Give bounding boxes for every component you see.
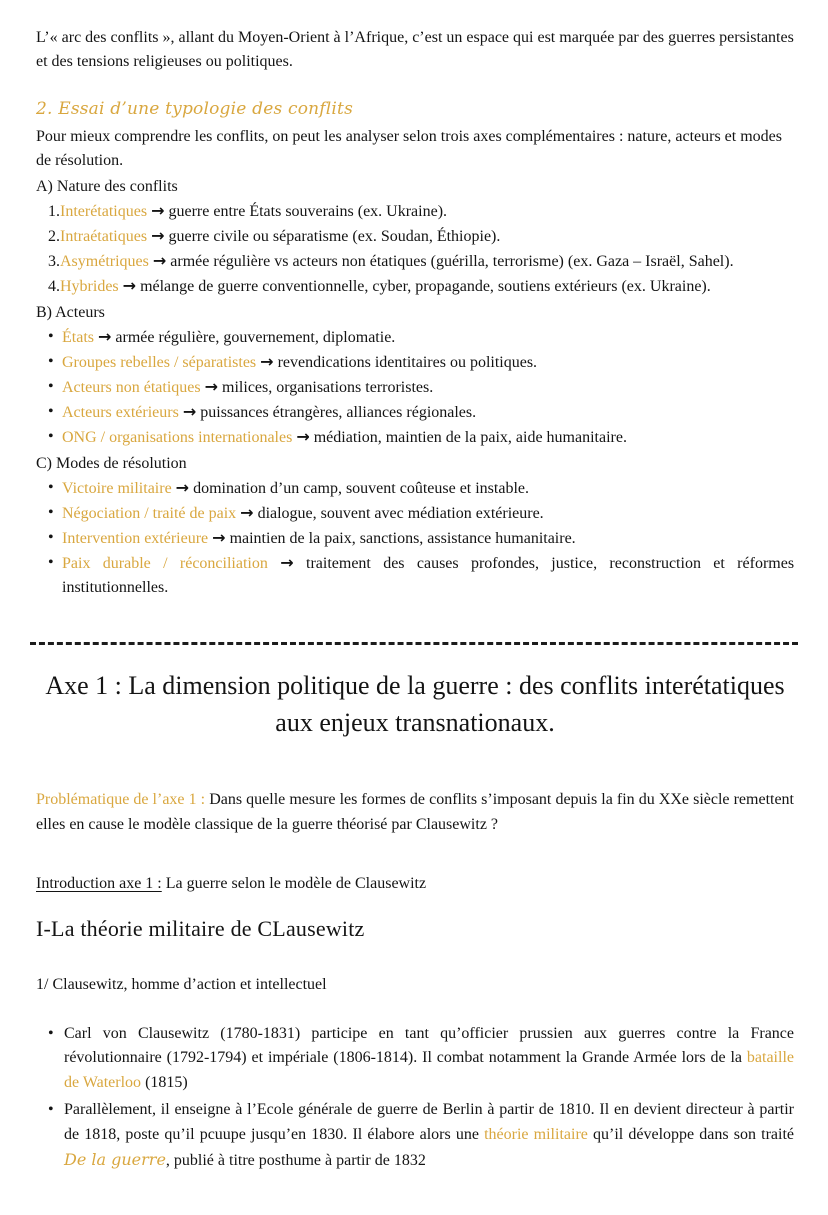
intro-paragraph: L’« arc des conflits », allant du Moyen-Orient à l’Afrique, c’est un espace qui est marquée par des guerres persistantes et des tensions religieuses ou politiques. [36, 29, 794, 70]
list-item [46, 375, 794, 400]
conflict-desc: mélange de guerre conventionnelle, cyber, propagande, soutiens extérieurs (ex. Ukraine). [140, 277, 711, 295]
arrow-icon: → [212, 527, 226, 547]
mode-desc: maintien de la paix, sanctions, assistance humanitaire. [229, 529, 576, 547]
list-item [46, 350, 794, 375]
section-title-acteurs: B) Acteurs [36, 303, 105, 321]
list-item [46, 325, 794, 350]
conflict-desc: armée régulière vs acteurs non étatiques (guérilla, terrorisme) (ex. Gaza – Israël, Sahel). [170, 252, 734, 270]
list-item [48, 199, 794, 224]
actor-term: ONG / organisations internationales [62, 428, 293, 446]
arrow-icon: → [151, 225, 165, 245]
introduction-rest: La guerre selon le modèle de Clausewitz [165, 874, 427, 892]
mode-term: Victoire militaire [62, 479, 172, 497]
conflict-term: Interétatiques [60, 202, 148, 220]
actor-term: Groupes rebelles / séparatistes [62, 353, 257, 371]
list-item [46, 501, 794, 526]
problematique [36, 788, 794, 838]
sub-heading: 1/ Clausewitz, homme d’action et intellectuel [36, 975, 327, 993]
list-item: • Carl von Clausewitz (1780-1831) participe en tant qu’officier prussien aux guerres contre la France révolutionnaire (1792-1794) et impériale (1806-1814). Il combat notamment la Grande Armée lors de la bataille de Waterloo (1815) [48, 1022, 794, 1096]
arrow-icon: → [175, 477, 190, 497]
list-item: • Parallèlement, il enseigne à l’Ecole générale de guerre de Berlin à partir de 1810. Il en devient directeur à partir de 1818, poste qu’il pcuupe jusqu’en 1830. Il élabore alors une théorie militaire qu’il développe dans son traité De la guerre, publié à titre posthume à partir de 1832 [48, 1098, 794, 1173]
section-divider [30, 642, 798, 645]
actor-desc: armée régulière, gouvernement, diplomatie. [115, 328, 396, 346]
arrow-icon: → [98, 326, 112, 346]
conflict-desc: guerre civile ou séparatisme (ex. Soudan, Éthiopie). [168, 227, 501, 245]
arrow-icon: → [204, 376, 219, 396]
section-title-nature: A) Nature des conflits [36, 177, 178, 195]
actor-desc: médiation, maintien de la paix, aide humanitaire. [313, 428, 627, 446]
typology-heading: 2. Essai d’une typologie des conflits [36, 99, 354, 120]
nature-list [36, 199, 794, 299]
list-item [46, 526, 794, 551]
list-item [46, 425, 794, 450]
mode-term: Paix durable / réconciliation [62, 554, 268, 572]
section-title-modes: C) Modes de résolution [36, 454, 187, 472]
problematique-text: Dans quelle mesure les formes de conflits s’imposant depuis la fin du XXe siècle remettent elles en cause le modèle classique de la guerre théorisé par Clausewitz ? [36, 791, 795, 833]
mode-desc: dialogue, souvent avec médiation extérieure. [257, 504, 544, 522]
mode-term: Négociation / traité de paix [62, 504, 237, 522]
arrow-icon: → [240, 502, 254, 522]
axe1-title: Axe 1 : La dimension politique de la guerre : des conflits interétatiques aux enjeux transnationaux. [45, 670, 785, 738]
actor-term: États [62, 328, 94, 346]
introduction-line [36, 872, 794, 896]
mode-term: Intervention extérieure [62, 529, 209, 547]
modes-list [36, 476, 794, 600]
arrow-icon: → [152, 250, 167, 270]
list-item [48, 224, 794, 249]
arrow-icon: → [182, 401, 197, 421]
conflict-term: Intraétatiques [60, 227, 148, 245]
arrow-icon: → [280, 552, 294, 572]
clausewitz-list [36, 1022, 794, 1174]
actor-desc: revendications identitaires ou politiques. [277, 353, 538, 371]
arrow-icon: → [122, 275, 137, 295]
list-item [46, 551, 794, 600]
actor-desc: puissances étrangères, alliances régionales. [200, 403, 477, 421]
actor-desc: milices, organisations terroristes. [222, 378, 434, 396]
problematique-label: Problématique de l’axe 1 : [36, 791, 206, 809]
arrow-icon: → [260, 351, 274, 371]
typology-lead: Pour mieux comprendre les conflits, on peut les analyser selon trois axes complémentaires : nature, acteurs et modes de résolution. [36, 128, 782, 170]
arrow-icon: → [151, 200, 165, 220]
introduction-label: Introduction axe 1 : [36, 874, 162, 892]
list-item [46, 400, 794, 425]
actor-term: Acteurs extérieurs [62, 403, 179, 421]
part-heading: I-La théorie militaire de CLausewitz [36, 915, 365, 941]
arrow-icon: → [296, 426, 310, 446]
acteurs-list [36, 325, 794, 450]
conflict-term: Asymétriques [60, 252, 149, 270]
list-item [48, 274, 794, 299]
list-item [48, 249, 794, 274]
list-item [46, 476, 794, 501]
mode-desc: traitement des causes profondes, justice, reconstruction et réformes institutionnelles. [62, 554, 795, 596]
conflict-term: Hybrides [60, 277, 119, 295]
actor-term: Acteurs non étatiques [62, 378, 201, 396]
mode-desc: domination d’un camp, souvent coûteuse et instable. [193, 479, 529, 497]
conflict-desc: guerre entre États souverains (ex. Ukraine). [168, 202, 448, 220]
